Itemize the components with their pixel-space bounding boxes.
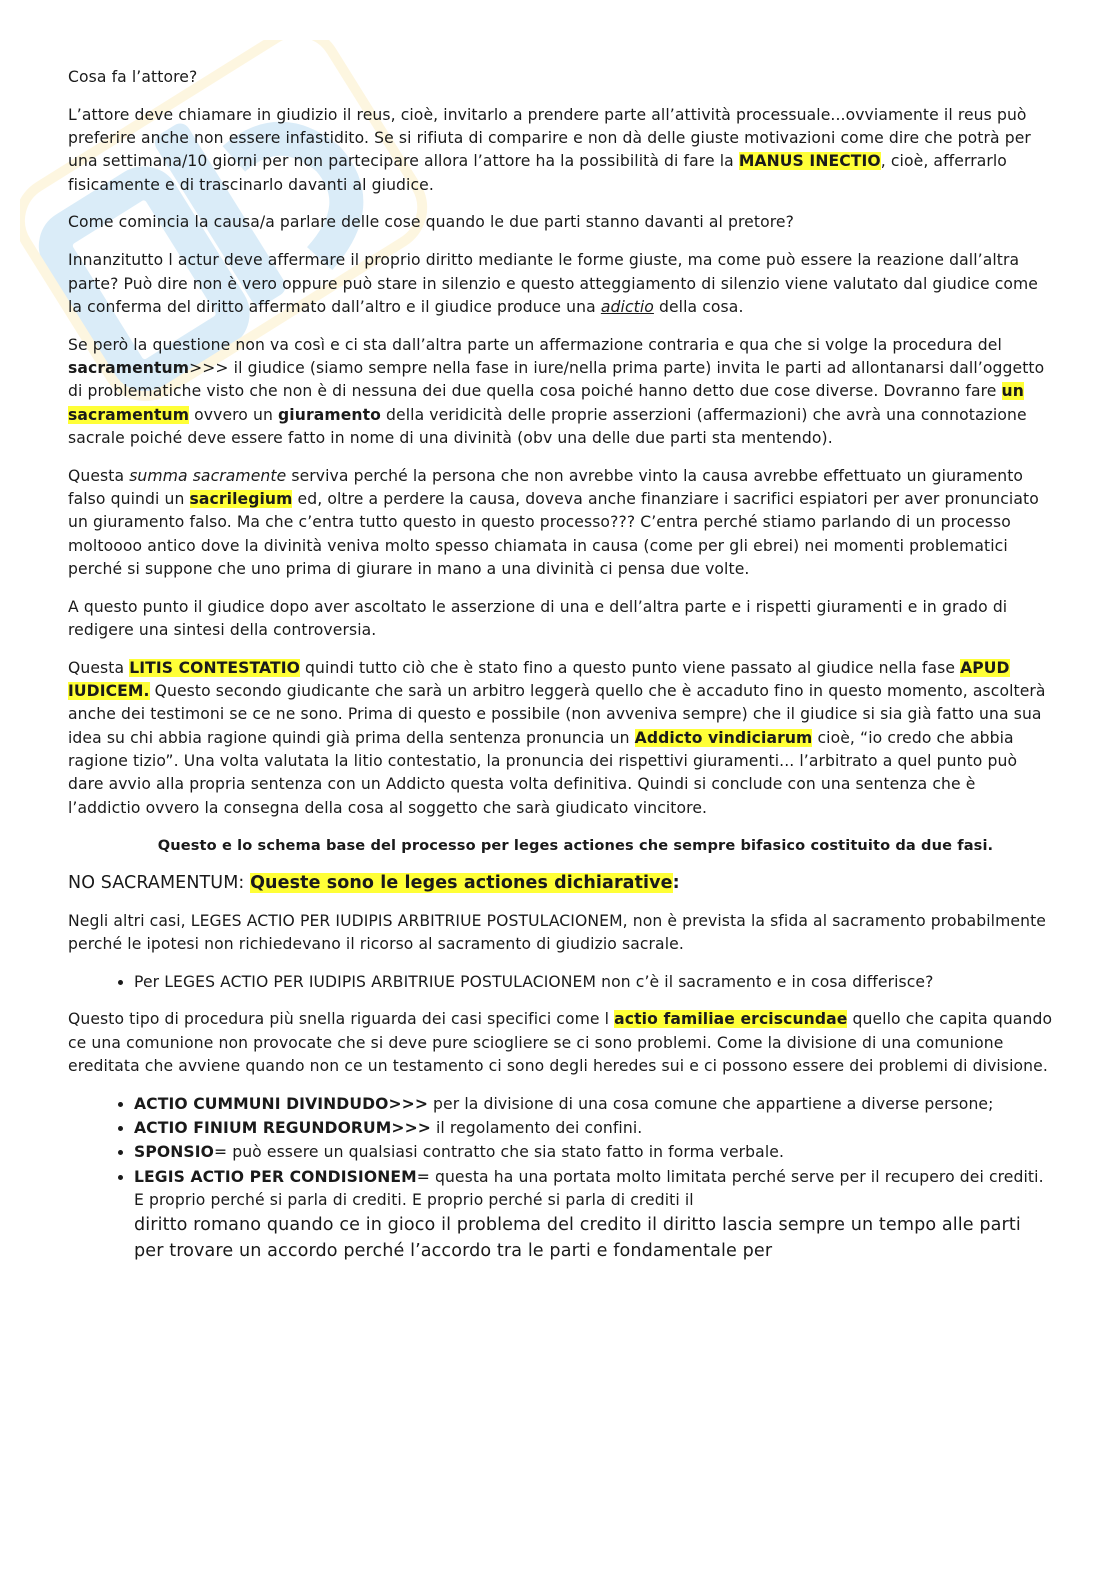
paragraph-altri-casi: Negli altri casi, LEGES ACTIO PER IUDIPIS ARBITRIUE POSTULACIONEM, non è prevista la sfida al sacramento probabilmente perché le ipotesi non richiedevano il ricorso al sacramento di giudizio sacrale. (68, 911, 1046, 954)
paragraph-sacrilegium: Questa summa sacramente serviva perché la persona che non avrebbe vinto la causa avrebbe effettuato un giuramento falso quindi un sacrilegium ed, oltre a perdere la causa, doveva anche finanziare i sacrifici espiatori per aver pronunciato un giuramento falso. Ma che c’entra tutto questo in questo processo??? C’entra perché stiamo parlando di un processo moltoooo antico dove la divinità veniva molto spesso chiamata in causa (come per gli ebrei) nei momenti problematici perché si suppone che uno prima di giurare in mano a una divinità ci pensa due volte. (68, 466, 1039, 578)
paragraph-familiae: Questo tipo di procedura più snella riguarda dei casi specifici come l actio familiae erciscundae quello che capita quando ce una comunione non provocate che si deve pure sciogliere se ci sono problemi. Come la divisione di una comunione ereditata che avviene quando non ce un testamento ci sono degli heredes sui e ci possono essere dei problemi di divisione. (68, 1010, 1053, 1075)
paragraph-adictio: Innanzitutto l actur deve affermare il proprio diritto mediante le forme giuste, ma come può essere la reazione dall’altra parte? Può dire non è vero oppure può stare in silenzio e questo atteggiamento di silenzio viene valutato dal giudice come la conferma del diritto affermato dall’altro e il giudice produce una adictio della cosa. (68, 251, 1039, 316)
highlight-un-sacramentum: un sacramentum (68, 382, 1024, 424)
list-item: • LEGIS ACTIO PER CONDISIONEM= questa ha una portata molto limitata perché serve per il recupero dei crediti. E proprio perché si parla di crediti. E proprio perché si parla di crediti il diritto romano quando ce in gioco il problema del credito il diritto lascia sempre un tempo alle parti per trovare un accordo perché l’accordo tra le parti e fondamentale per (134, 1166, 1053, 1265)
question-causa: Come comincia la causa/a parlare delle cose quando le due parti stanno davanti al pretore? (68, 213, 794, 232)
highlight-addicto-vindiciarum: Addicto vindiciarum (634, 728, 813, 747)
list-item: • Per LEGES ACTIO PER IUDIPIS ARBITRIUE POSTULACIONEM non c’è il sacramento e in cosa differisce? (134, 971, 1053, 994)
highlight-manus-inectio: MANUS INECTIO (738, 152, 881, 171)
list-item: • SPONSIO= può essere un qualsiasi contratto che sia stato fatto in forma verbale. (134, 1141, 1053, 1164)
section-heading: NO SACRAMENTUM: Queste sono le leges actiones dichiarative: (68, 872, 680, 893)
highlight-litis-contestatio: LITIS CONTESTATIO (129, 658, 300, 677)
highlight-actio-familiae: actio familiae erciscundae (614, 1010, 848, 1029)
paragraph-sintesi: A questo punto il giudice dopo aver ascoltato le asserzione di una e dell’altra parte e i rispetti giuramenti e in grado di redigere una sintesi della controversia. (68, 597, 1008, 639)
paragraph-manus-inectio: L’attore deve chiamare in giudizio il reus, cioè, invitarlo a prendere parte all’attività processuale...ovviamente il reus può preferire anche non essere infastidito. Se si rifiuta di comparire e non dà delle giuste motivazioni come dire che potrà per una settimana/10 giorni per non partecipare allora l’attore ha la possibilità di fare la MANUS INECTIO, cioè, afferrarlo fisicamente e di trascinarlo davanti al giudice. (68, 105, 1031, 194)
bold-giuramento: giuramento (278, 405, 381, 424)
italic-summa-sacramente: summa sacramente (129, 466, 287, 485)
document-body (68, 66, 1053, 1278)
large-continuation-text: diritto romano quando ce in gioco il problema del credito il diritto lascia sempre un tempo alle parti per trovare un accordo perché l’accordo tra le parti e fondamentale per (134, 1215, 1021, 1262)
question-attore: Cosa fa l’attore? (68, 68, 198, 86)
underlined-adictio: adictio (600, 297, 654, 316)
paragraph-litis-contestatio: Questa LITIS CONTESTATIO quindi tutto ciò che è stato fino a questo punto viene passato al giudice nella fase APUD IUDICEM. Questo secondo giudicante che sarà un arbitro leggerà quello che è accaduto fino in questo momento, ascolterà anche dei testimoni se ce ne sono. Prima di questo e possibile (non avveniva sempre) che il giudice si sia già fatto una sua idea su chi abbia ragione quindi già prima della sentenza pronuncia un Addicto vindiciarum cioè, “io credo che abbia ragione tizio”. Una volta valutata la litio contestatio, la pronuncia dei rispettivi giuramenti... l’arbitrato a quel punto può dare avvio alla propria sentenza con un Addicto questa volta definitiva. Quindi si conclude con una sentenza che è l’addictio ovvero la consegna della cosa al soggetto che sarà giudicato vincitore. (68, 658, 1046, 817)
summary-line: Questo e lo schema base del processo per leges actiones che sempre bifasico costituito da due fasi. (157, 837, 994, 855)
paragraph-sacramentum: Se però la questione non va così e ci sta dall’altra parte un affermazione contraria e qua che si volge la procedura del sacramentum>>> il giudice (siamo sempre nella fase in iure/nella prima parte) invita le parti ad allontanarsi dall’oggetto di problematiche visto che non è di nessuna dei due quella cosa poiché hanno detto due cose diverse. Dovranno fare un sacramentum ovvero un giuramento della veridicità delle proprie asserzioni (affermazioni) che avrà una connotazione sacrale poiché deve essere fatto in nome di una divinità (obv una delle due parti sta mentendo). (68, 335, 1045, 447)
bullet-list-actions (68, 1093, 1053, 1264)
bold-sacramentum: sacramentum (68, 358, 190, 377)
bullet-list-question (68, 971, 1053, 994)
list-item: • ACTIO FINIUM REGUNDORUM>>> il regolamento dei confini. (134, 1117, 1053, 1140)
list-item: • ACTIO CUMMUNI DIVINDUDO>>> per la divisione di una cosa comune che appartiene a diverse persone; (134, 1093, 1053, 1116)
highlight-leges-dichiarative: Queste sono le leges actiones dichiarative (250, 872, 673, 893)
highlight-sacrilegium: sacrilegium (189, 489, 293, 508)
highlight-apud-iudicem: APUD IUDICEM. (68, 658, 1010, 701)
